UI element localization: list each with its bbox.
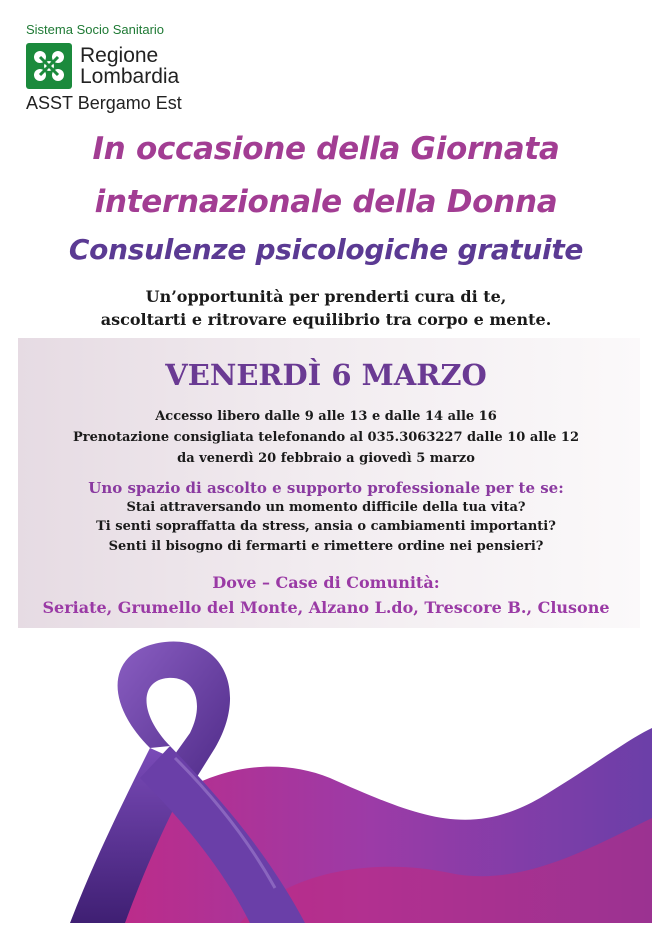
location-title: Dove – Case di Comunità:	[212, 573, 440, 592]
intro-line-1: Un’opportunità per prenderti cura di te,	[145, 287, 507, 306]
headline-line-1: In occasione della Giornata	[92, 131, 560, 167]
region-line-1: Regione	[80, 44, 159, 67]
support-title: Uno spazio di ascolto e supporto professionale per te se:	[88, 479, 564, 497]
booking-info: Prenotazione consigliata telefonando al 035.3063227 dalle 10 alle 12	[72, 430, 580, 445]
intro-line-2: ascoltarti e ritrovare equilibrio tra corpo e mente.	[100, 310, 552, 329]
question-3: Senti il bisogno di fermarti e rimettere ordine nei pensieri?	[108, 539, 544, 554]
question-2: Ti senti sopraffatta da stress, ansia o cambiamenti importanti?	[96, 519, 556, 534]
system-label: Sistema Socio Sanitario	[26, 22, 165, 37]
region-name	[80, 45, 179, 87]
lombardia-rose-icon	[26, 43, 72, 89]
event-date: VENERDÌ 6 MARZO	[165, 358, 487, 392]
headline-subtitle: Consulenze psicologiche gratuite	[68, 233, 584, 266]
access-hours: Accesso libero dalle 9 alle 13 e dalle 14 alle 16	[155, 409, 497, 424]
region-line-2: Lombardia	[80, 65, 180, 88]
asst-name: ASST Bergamo Est	[26, 93, 182, 113]
booking-period: da venerdì 20 febbraio a giovedì 5 marzo	[177, 451, 475, 466]
location-places: Seriate, Grumello del Monte, Alzano L.do, Trescore B., Clusone	[42, 598, 610, 617]
question-1: Stai attraversando un momento difficile della tua vita?	[126, 500, 526, 515]
ribbon-artwork	[0, 628, 652, 928]
headline-line-2: internazionale della Donna	[94, 184, 558, 220]
